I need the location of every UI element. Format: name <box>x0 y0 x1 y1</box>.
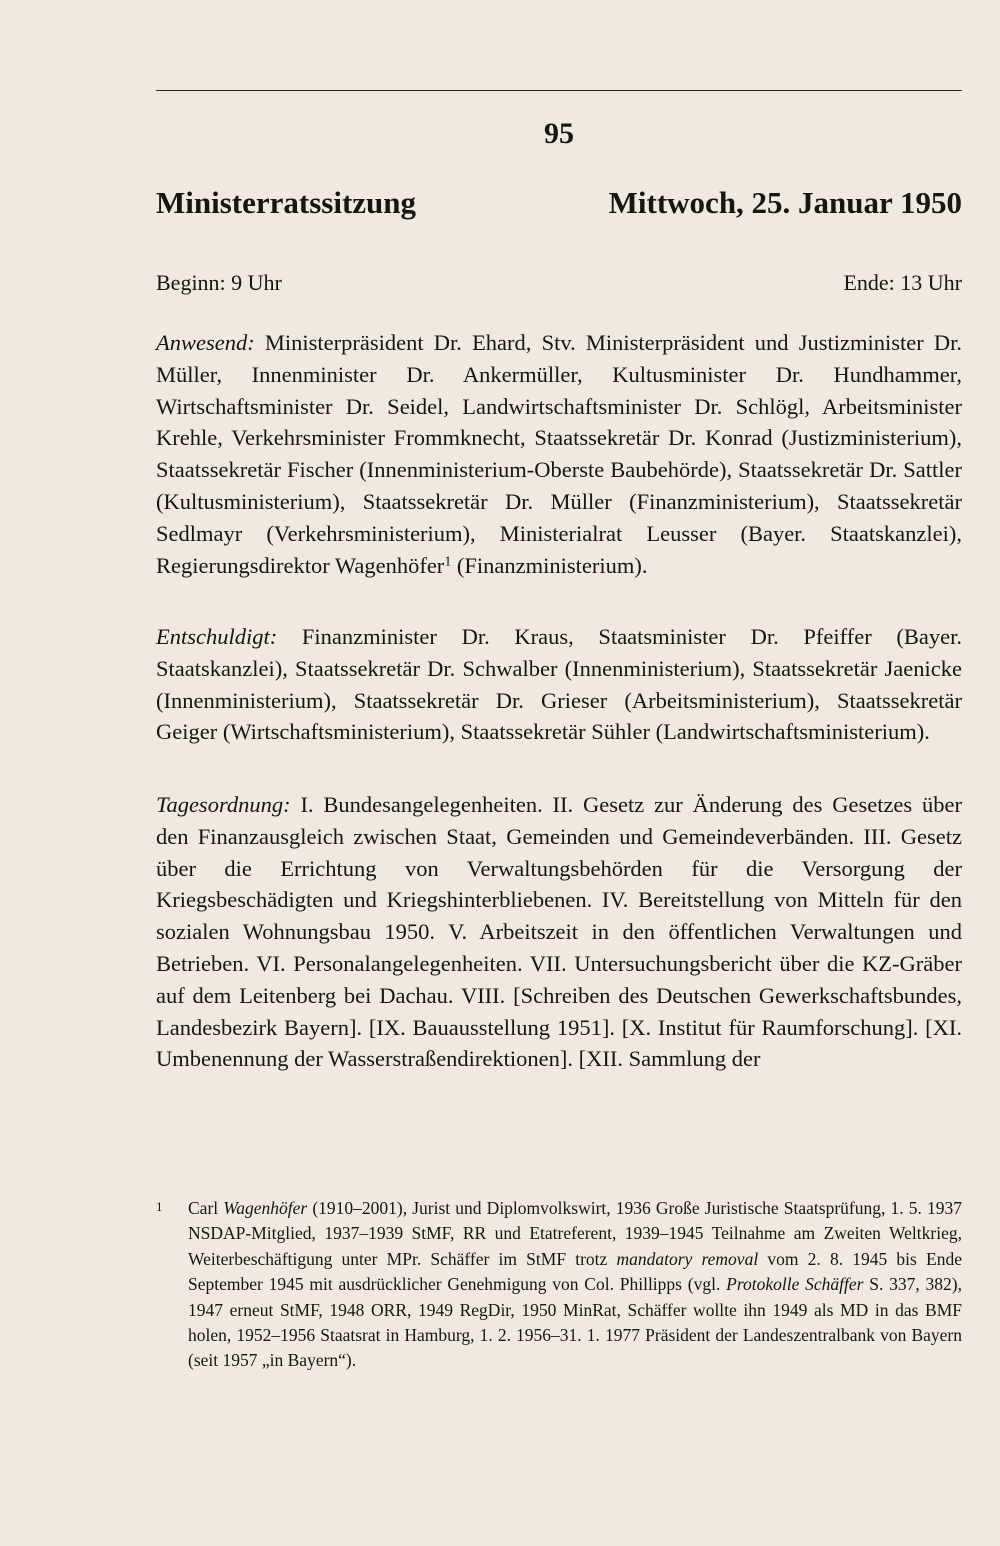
footnote-person-name: Wagenhöfer <box>223 1198 308 1218</box>
excused-paragraph <box>156 621 962 748</box>
attendees-text-end: (Finanzministerium). <box>451 552 648 578</box>
attendees-label: Anwesend: <box>156 330 255 355</box>
start-time: Beginn: 9 Uhr <box>156 270 282 295</box>
time-row <box>156 268 962 298</box>
agenda-label: Tagesordnung: <box>156 792 291 817</box>
footnote-text <box>188 1196 962 1374</box>
excused-label: Entschuldigt: <box>156 624 278 649</box>
footnote-part-4: S. 337, 382), 1947 erneut StMF, 1948 ORR, 1949 RegDir, 1950 MinRat, Schäffer wollte ihn 1949 als MD in das BMF holen, 1952–1956 Staatsrat in Hamburg, 1. 2. 1956–31. 1. 1977 Präsident der Landeszentralbank von Bayern (seit 1957 „in Bayern“). <box>188 1274 962 1371</box>
session-title: Ministerratssitzung <box>156 185 417 220</box>
excused-text: Finanzminister Dr. Kraus, Staatsminister Dr. Pfeiffer (Bayer. Staatskanzlei), Staatssekretär Dr. Schwalber (Innenministerium), Staatssekretär Jaenicke (Innenministerium), Staatssekretär Dr. Grieser (Arbeitsministerium), Staatssekretär Geiger (Wirtschaftsministerium), Staatssekretär Sühler (Landwirtschaftsministerium). <box>156 624 962 745</box>
page-number: 95 <box>544 117 574 150</box>
attendees-text: Ministerpräsident Dr. Ehard, Stv. Ministerpräsident und Justizminister Dr. Müller, Innenminister Dr. Ankermüller, Kultusminister Dr. Hundhammer, Wirtschaftsminister Dr. Seidel, Landwirtschaftsminister Dr. Schlögl, Arbeitsminister Krehle, Verkehrsminister Frommknecht, Staatssekretär Dr. Konrad (Justizministerium), Staatssekretär Fischer (Innenministerium-Oberste Baubehörde), Staatssekretär Dr. Sattler (Kultusministerium), Staatssekretär Dr. Müller (Finanzministerium), Staatssekretär Sedlmayr (Verkehrsministerium), Ministerialrat Leusser (Bayer. Staatskanzlei), Regierungsdirektor Wagenhöfer <box>156 330 962 578</box>
agenda-text: I. Bundesangelegenheiten. II. Gesetz zur Änderung des Gesetzes über den Finanzausgleich zwischen Staat, Gemeinden und Gemeindeverbänden. III. Gesetz über die Errichtung von Verwaltungsbehörden für die Versorgung der Kriegsbeschädigten und Kriegshinterbliebenen. IV. Bereitstellung von Mitteln für den sozialen Wohnungsbau 1950. V. Arbeitszeit in den öffentlichen Verwaltungen und Betrieben. VI. Personalangelegenheiten. VII. Untersuchungsbericht über die KZ-Gräber auf dem Leitenberg bei Dachau. VIII. [Schreiben des Deutschen Gewerkschaftsbundes, Landesbezirk Bayern]. [IX. Bauausstellung 1951]. [X. Institut für Raumforschung]. [XI. Umbenennung der Wasserstraßendirektionen]. [XII. Sammlung der <box>156 792 962 1072</box>
footnote-part-2: (1910–2001), Jurist und Diplomvolkswirt, 1936 Große Juristische Staatsprüfung, 1. 5. 1937 NSDAP-Mitglied, 1937–1939 StMF, RR und Etatreferent, 1939–1945 Teilnahme am Zweiten Weltkrieg, Weiterbeschäftigung unter MPr. Schäffer im StMF trotz <box>188 1198 962 1269</box>
attendees-paragraph <box>156 327 962 581</box>
end-time: Ende: 13 Uhr <box>843 270 962 295</box>
session-date: Mittwoch, 25. Januar 1950 <box>608 185 962 220</box>
footnote-reference: 1 <box>444 553 452 569</box>
footnote-marker: 1 <box>156 1199 163 1214</box>
footnote-part-1: Carl <box>188 1198 224 1218</box>
footnote <box>156 1196 962 1374</box>
title-row <box>156 182 962 224</box>
agenda-paragraph <box>156 789 962 1075</box>
footnote-italic-term: mandatory removal <box>616 1248 759 1269</box>
header-rule <box>156 90 962 91</box>
footnote-part-3: vom 2. 8. 1945 bis Ende September 1945 mit ausdrücklicher Genehmigung von Col. Phillipps (vgl. <box>188 1248 962 1295</box>
footnote-italic-reference: Protokolle Schäffer <box>726 1274 864 1295</box>
